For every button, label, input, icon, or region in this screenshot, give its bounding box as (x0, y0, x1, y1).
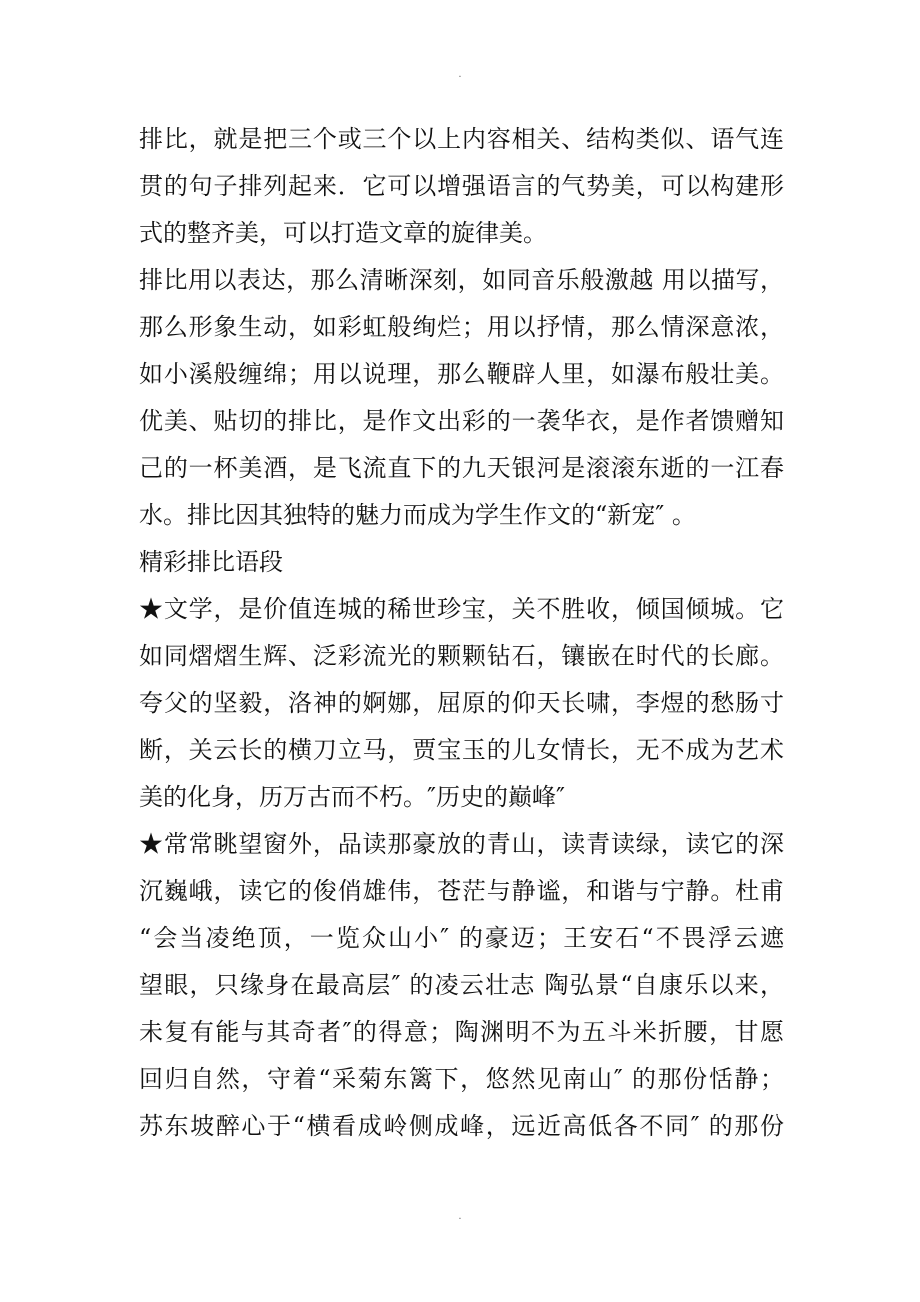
text-line: 如小溪般缠绵；用以说理，那么鞭辟人里，如瀑布般壮美。 (139, 360, 784, 388)
text-line: 未复有能与其奇者″的得意；陶渊明不为五斗米折腰，甘愿 (139, 1018, 784, 1046)
text-line: 那么形象生动，如彩虹般绚烂；用以抒情，那么情深意浓， (139, 313, 784, 341)
text-line: 己的一杯美酒，是飞流直下的九天银河是滚滚东逝的一江春 (139, 454, 784, 482)
text-line: ★文学，是价值连城的稀世珍宝，关不胜收，倾国倾城。它 (139, 595, 784, 623)
text-line: 美的化身，历万古而不朽。″历史的巅峰″ (139, 783, 565, 811)
text-line: 优美、贴切的排比，是作文出彩的一袭华衣，是作者馈赠知 (139, 407, 784, 435)
page-bottom-marker: . (458, 1211, 462, 1222)
text-line: 望眼，只缘身在最高层″ 的凌云壮志 陶弘景“自康乐以来， (139, 971, 784, 999)
text-line: 精彩排比语段 (139, 548, 283, 576)
text-line: 断，关云长的横刀立马，贾宝玉的儿女情长，无不成为艺术 (139, 736, 784, 764)
text-line: 回归自然，守着“采菊东篱下，悠然见南山″ 的那份恬静； (139, 1065, 784, 1093)
page-top-marker: . (458, 69, 462, 80)
text-line: “会当凌绝顶，一览众山小″ 的豪迈；王安石“不畏浮云遮 (139, 924, 784, 952)
text-line: 夸父的坚毅，洛神的婀娜，屈原的仰天长啸，李煜的愁肠寸 (139, 689, 784, 717)
text-line: 式的整齐美，可以打造文章的旋律美。 (139, 219, 547, 247)
text-line: 如同熠熠生辉、泛彩流光的颗颗钻石，镶嵌在时代的长廊。 (139, 642, 784, 670)
text-line: 苏东坡醉心于“横看成岭侧成峰，远近高低各不同″ 的那份 (139, 1112, 784, 1140)
text-line: ★常常眺望窗外，品读那豪放的青山，读青读绿，读它的深 (139, 830, 784, 858)
text-line: 贯的句子排列起来．它可以增强语言的气势美，可以构建形 (139, 172, 784, 200)
text-line: 排比，就是把三个或三个以上内容相关、结构类似、语气连 (139, 125, 784, 153)
document-body (139, 116, 784, 1150)
text-line: 排比用以表达，那么清晰深刻，如同音乐般激越 用以描写， (139, 266, 784, 294)
text-line: 沉巍峨，读它的俊俏雄伟，苍茫与静谧，和谐与宁静。杜甫 (139, 877, 784, 905)
text-line: 水。排比因其独特的魅力而成为学生作文的“新宠″ 。 (139, 501, 696, 529)
